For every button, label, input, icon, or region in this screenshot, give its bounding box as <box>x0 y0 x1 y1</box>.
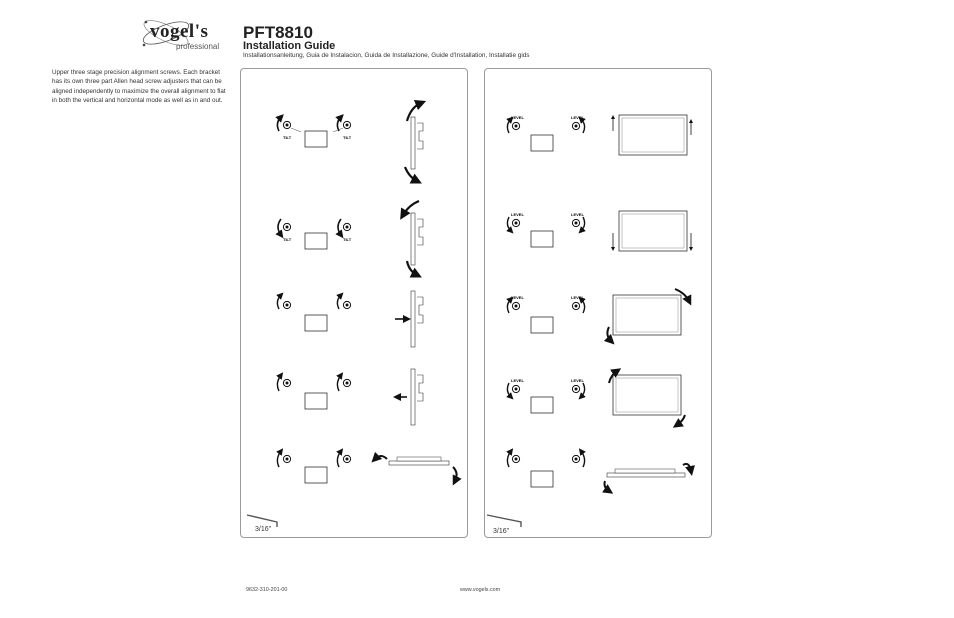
level-label: LEVEL <box>571 295 584 300</box>
right-row-1 <box>507 115 691 155</box>
level-label: LEVEL <box>511 115 524 120</box>
allen-screw-icon <box>572 455 579 462</box>
tilt-label: TILT <box>343 135 352 140</box>
right-instruction-panel <box>484 68 712 538</box>
allen-screw-icon <box>343 455 350 462</box>
alignment-description: Upper three stage precision alignment screws. Each bracket has its own three part Allen head screw adjusters that can be aligned independently to maximize the overall alignment to flat in both the vertical and horizontal mode as well as in and out. <box>52 69 226 105</box>
allen-screw-icon <box>283 223 290 230</box>
right-row-4 <box>507 371 685 425</box>
tilt-label: TILT <box>283 237 292 242</box>
right-row-2 <box>507 211 691 251</box>
tilt-label: TILT <box>283 135 292 140</box>
allen-screw-icon <box>512 302 519 309</box>
level-label: LEVEL <box>571 212 584 217</box>
right-row-5 <box>507 451 691 491</box>
left-panel-diagrams <box>241 69 467 537</box>
left-row-4 <box>277 369 423 425</box>
allen-screw-icon <box>572 122 579 129</box>
allen-screw-icon <box>283 455 290 462</box>
allen-screw-icon <box>512 455 519 462</box>
brand-sub: professional <box>176 42 220 51</box>
tilt-label: TILT <box>343 237 352 242</box>
allen-screw-icon <box>343 379 350 386</box>
model-title: PFT8810 <box>243 23 313 42</box>
allen-screw-icon <box>283 379 290 386</box>
allen-screw-icon <box>512 219 519 226</box>
allen-screw-icon <box>343 301 350 308</box>
allen-screw-icon <box>343 223 350 230</box>
allen-screw-icon <box>572 302 579 309</box>
vogels-logo <box>136 18 220 52</box>
level-label: LEVEL <box>511 378 524 383</box>
allen-screw-icon <box>283 301 290 308</box>
level-label: LEVEL <box>511 295 524 300</box>
allen-screw-icon <box>512 385 519 392</box>
right-row-3 <box>507 289 689 341</box>
allen-key-size: 3/16" <box>493 528 510 535</box>
left-row-1 <box>277 103 423 181</box>
language-list: Installationsanleitung, Guia de Instalacion, Guida de Installazione, Guide d'Installation, Installatie gids <box>243 52 530 59</box>
left-row-5 <box>277 451 456 483</box>
left-row-3 <box>277 291 423 347</box>
allen-screw-icon <box>283 121 290 128</box>
allen-screw-icon <box>512 122 519 129</box>
website-link[interactable]: www.vogels.com <box>460 587 501 593</box>
allen-key-size: 3/16" <box>255 526 272 533</box>
level-label: LEVEL <box>511 212 524 217</box>
level-label: LEVEL <box>571 378 584 383</box>
allen-screw-icon <box>343 121 350 128</box>
left-instruction-panel <box>240 68 468 538</box>
level-label: LEVEL <box>571 115 584 120</box>
guide-title: Installation Guide <box>243 40 336 52</box>
brand-name: vogel's <box>150 21 209 42</box>
allen-key-icon <box>487 515 521 527</box>
left-row-2 <box>278 201 423 275</box>
allen-screw-icon <box>572 219 579 226</box>
part-number: 9632-310-201-00 <box>246 587 288 593</box>
right-panel-diagrams <box>485 69 711 537</box>
allen-screw-icon <box>572 385 579 392</box>
